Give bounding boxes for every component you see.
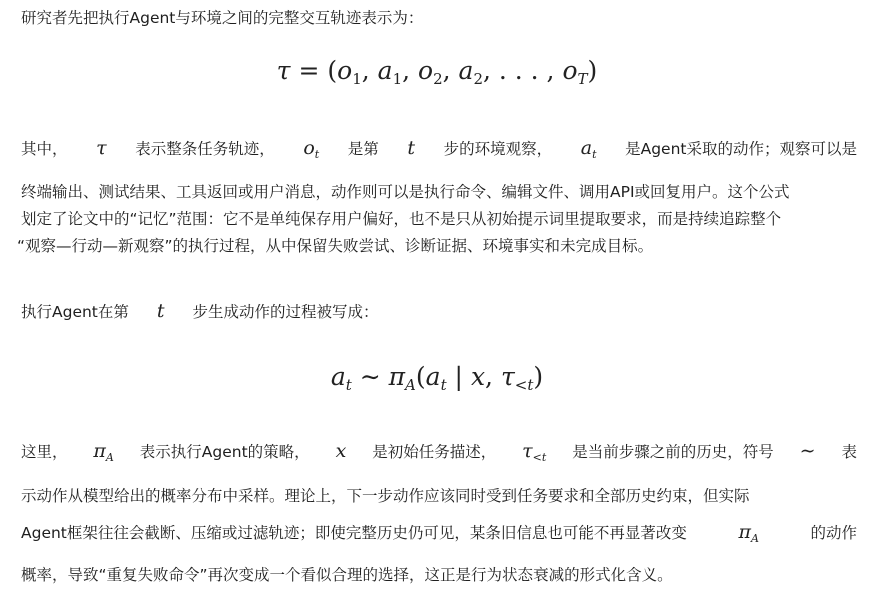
paragraph-3-line-2: 示动作从模型给出的概率分布中采样。理论上，下一步动作应该同时受到任务要求和全部历史约束，但实际	[21, 487, 750, 505]
p1-text-a: 其中，	[21, 140, 68, 158]
symbol-sim: ∼	[799, 440, 816, 462]
symbol-t-2: t	[156, 300, 165, 322]
symbol-pi-a: $\pi_A$	[93, 440, 114, 464]
p1-text-c: 是第	[347, 140, 379, 158]
paragraph-3-line-3	[21, 521, 857, 543]
p2-text-b: 步生成动作的过程被写成：	[192, 303, 379, 321]
symbol-pi-a-2: $\pi_A$	[738, 521, 759, 545]
policy-equation: $a_t$ ∼ $\pi_A(a_t$ | x, $\tau_{<t}$)	[330, 362, 544, 394]
p3-text-a: 这里，	[21, 443, 68, 461]
p1-text-b: 表示整条任务轨迹，	[135, 140, 275, 158]
paragraph-3-line-1	[21, 440, 857, 462]
paragraph-1-line-4: “观察—行动—新观察”的执行过程，从中保留失败尝试、诊断证据、环境事实和未完成目标。	[17, 237, 654, 255]
trajectory-equation: $\tau = (o_1$, $a_1$, $o_2$, $a_2$, . . . , $o_T$)	[276, 56, 598, 88]
paragraph-1-line-2: 终端输出、测试结果、工具返回或用户消息，动作则可以是执行命令、编辑文件、调用API或回复用户。这个公式	[21, 183, 790, 201]
paragraph-1-line-3: 划定了论文中的“记忆”范围：它不是单纯保存用户偏好，也不是只从初始提示词里提取要求，而是持续追踪整个	[21, 210, 782, 228]
symbol-tau-lt: $\tau_{<t}$	[522, 440, 547, 464]
p1-text-d: 步的环境观察，	[443, 140, 553, 158]
symbol-t: t	[407, 137, 416, 159]
p3-text-l3b: 的动作	[810, 524, 857, 542]
paragraph-3-line-4: 概率，导致“重复失败命令”再次变成一个看似合理的选择，这正是行为状态衰减的形式化含义。	[21, 566, 673, 584]
paragraph-2	[21, 300, 379, 322]
symbol-x: x	[335, 440, 347, 462]
symbol-a-t: $a_t$	[580, 137, 597, 161]
p3-text-e: 表	[841, 443, 857, 461]
p1-text-e: 是Agent采取的动作；观察可以是	[625, 140, 857, 158]
paragraph-1-line-1	[21, 137, 857, 159]
symbol-o-t: $o_t$	[303, 137, 320, 161]
p2-text-a: 执行Agent在第	[21, 303, 129, 321]
intro-text: 研究者先把执行Agent与环境之间的完整交互轨迹表示为：	[21, 9, 424, 27]
p3-text-l3a: Agent框架往往会截断、压缩或过滤轨迹；即使完整历史仍可见，某条旧信息也可能不再显著改变	[21, 524, 687, 542]
symbol-tau: τ	[96, 137, 107, 159]
p3-text-b: 表示执行Agent的策略，	[139, 443, 310, 461]
p3-text-c: 是初始任务描述，	[372, 443, 497, 461]
p3-text-d: 是当前步骤之前的历史，符号	[572, 443, 774, 461]
